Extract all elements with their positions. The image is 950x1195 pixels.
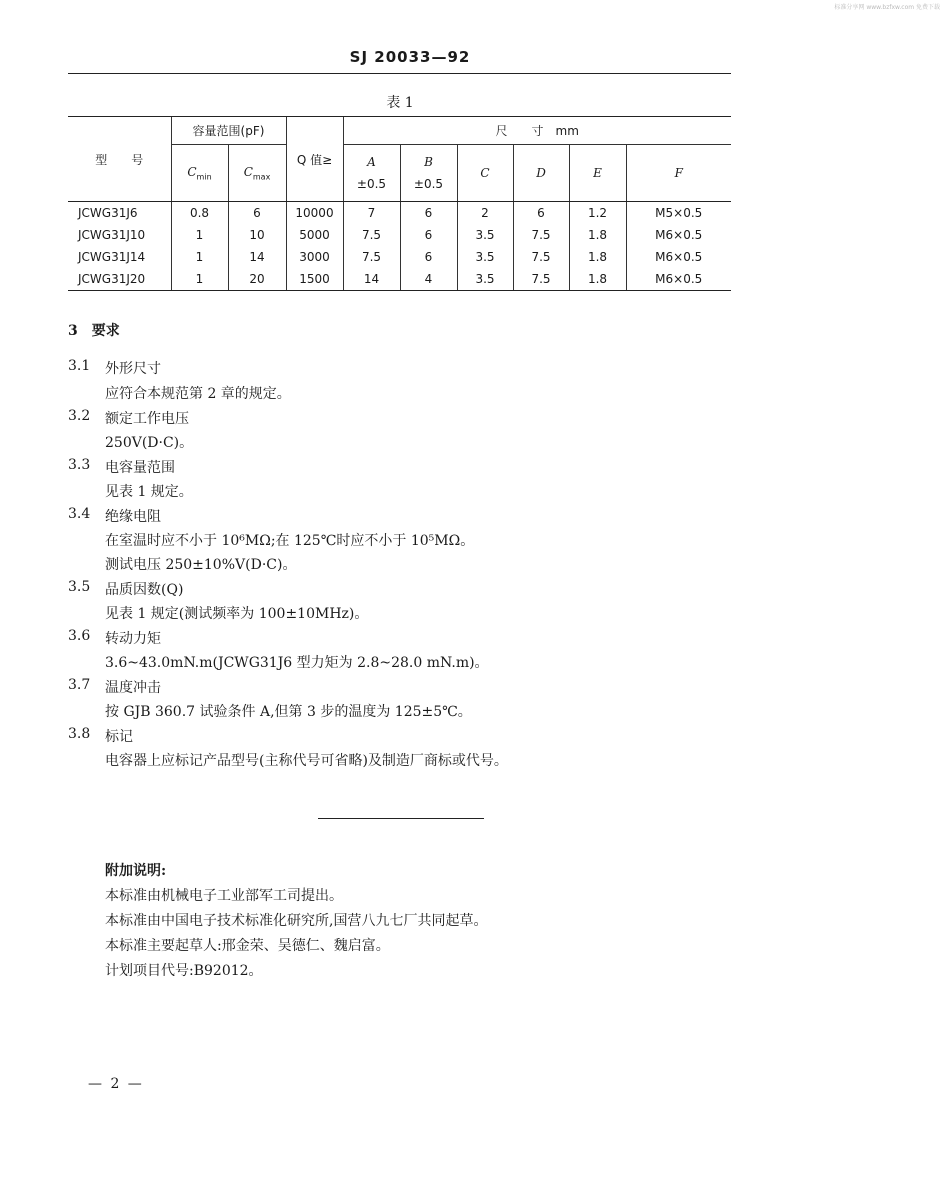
clause-body: 见表 1 规定。 bbox=[105, 484, 193, 500]
dim-f-cell: M6×0.5 bbox=[626, 246, 731, 268]
dim-a-cell: 14 bbox=[343, 268, 400, 291]
dim-e-header: E bbox=[569, 145, 626, 202]
dim-b-cell: 4 bbox=[400, 268, 457, 291]
cmin-header: $C_{min}$ bbox=[171, 145, 228, 202]
clause-body: 应符合本规范第 2 章的规定。 bbox=[105, 386, 291, 402]
cmin-cell: 0.8 bbox=[171, 202, 228, 225]
cmax-cell: 14 bbox=[228, 246, 286, 268]
model-cell: JCWG31J14 bbox=[78, 250, 146, 264]
cap-range-header: 容量范围(pF) bbox=[171, 117, 286, 145]
section-title: 3 要求 bbox=[68, 323, 120, 339]
table-row bbox=[68, 202, 731, 225]
cmin-cell: 1 bbox=[171, 246, 228, 268]
dim-d-cell: 7.5 bbox=[513, 268, 569, 291]
cmax-header: $C_{max}$ bbox=[228, 145, 286, 202]
cmax-cell: 6 bbox=[228, 202, 286, 225]
q-cell: 3000 bbox=[286, 246, 343, 268]
header-rule bbox=[68, 73, 731, 74]
clause-number: 3.1 bbox=[68, 358, 91, 374]
model-cell: JCWG31J6 bbox=[78, 206, 138, 220]
page-number: — 2 — bbox=[88, 1076, 144, 1092]
dim-b-cell: 6 bbox=[400, 202, 457, 225]
clause-title: 额定工作电压 bbox=[105, 411, 189, 427]
q-cell: 1500 bbox=[286, 268, 343, 291]
notes-line: 本标准主要起草人:邢金荣、吴德仁、魏启富。 bbox=[105, 938, 390, 954]
dim-e-cell: 1.2 bbox=[569, 202, 626, 225]
dim-c-cell: 3.5 bbox=[457, 268, 513, 291]
clause-body: 按 GJB 360.7 试验条件 A,但第 3 步的温度为 125±5℃。 bbox=[105, 704, 472, 720]
dim-f-cell: M5×0.5 bbox=[626, 202, 731, 225]
clause-number: 3.6 bbox=[68, 628, 91, 644]
clause-number: 3.2 bbox=[68, 408, 91, 424]
dim-d-cell: 6 bbox=[513, 202, 569, 225]
section-divider bbox=[318, 818, 484, 819]
clause-number: 3.4 bbox=[68, 506, 91, 522]
cmax-cell: 20 bbox=[228, 268, 286, 291]
q-header: Q 值≥ bbox=[286, 117, 343, 202]
dim-c-cell: 3.5 bbox=[457, 246, 513, 268]
dim-c-cell: 2 bbox=[457, 202, 513, 225]
dim-a-cell: 7 bbox=[343, 202, 400, 225]
clause-title: 标记 bbox=[105, 729, 133, 745]
clause-title: 电容量范围 bbox=[105, 460, 175, 476]
dim-a-header: A ±0.5 bbox=[343, 145, 400, 202]
dim-f-cell: M6×0.5 bbox=[626, 224, 731, 246]
dim-b-header: B ±0.5 bbox=[400, 145, 457, 202]
model-header: 型 号 bbox=[68, 117, 171, 202]
clause-body: 在室温时应不小于 10⁶MΩ;在 125℃时应不小于 10⁵MΩ。 bbox=[105, 533, 475, 549]
dim-d-cell: 7.5 bbox=[513, 224, 569, 246]
notes-line: 本标准由中国电子技术标准化研究所,国营八九七厂共同起草。 bbox=[105, 913, 488, 929]
table-row bbox=[68, 246, 731, 268]
dim-d-cell: 7.5 bbox=[513, 246, 569, 268]
dim-e-cell: 1.8 bbox=[569, 268, 626, 291]
dim-c-cell: 3.5 bbox=[457, 224, 513, 246]
clause-title: 绝缘电阻 bbox=[105, 509, 161, 525]
clause-number: 3.5 bbox=[68, 579, 91, 595]
clause-title: 转动力矩 bbox=[105, 631, 161, 647]
clause-body: 测试电压 250±10%V(D·C)。 bbox=[105, 557, 297, 573]
spec-table bbox=[68, 116, 731, 291]
table-body bbox=[68, 202, 731, 291]
cmin-cell: 1 bbox=[171, 268, 228, 291]
cmin-cell: 1 bbox=[171, 224, 228, 246]
clause-body: 电容器上应标记产品型号(主称代号可省略)及制造厂商标或代号。 bbox=[105, 753, 508, 769]
table-row bbox=[68, 224, 731, 246]
clause-body: 见表 1 规定(测试频率为 100±10MHz)。 bbox=[105, 606, 369, 622]
clause-number: 3.8 bbox=[68, 726, 91, 742]
notes-line: 计划项目代号:B92012。 bbox=[105, 963, 263, 979]
dim-b-cell: 6 bbox=[400, 224, 457, 246]
model-cell: JCWG31J20 bbox=[68, 268, 171, 291]
clause-body: 3.6~43.0mN.m(JCWG31J6 型力矩为 2.8~28.0 mN.m)。 bbox=[105, 655, 489, 671]
table-row bbox=[68, 268, 731, 291]
clause-title: 温度冲击 bbox=[105, 680, 161, 696]
clause-title: 外形尺寸 bbox=[105, 361, 161, 377]
dim-b-cell: 6 bbox=[400, 246, 457, 268]
notes-line: 本标准由机械电子工业部军工司提出。 bbox=[105, 888, 343, 904]
clause-number: 3.3 bbox=[68, 457, 91, 473]
dim-e-cell: 1.8 bbox=[569, 246, 626, 268]
q-cell: 10000 bbox=[286, 202, 343, 225]
model-cell: JCWG31J10 bbox=[78, 228, 146, 242]
dim-f-cell: M6×0.5 bbox=[626, 268, 731, 291]
dim-d-header: D bbox=[513, 145, 569, 202]
dim-a-cell: 7.5 bbox=[343, 246, 400, 268]
document-code: SJ 20033—92 bbox=[349, 48, 471, 66]
clause-body: 250V(D·C)。 bbox=[105, 435, 194, 451]
q-cell: 5000 bbox=[286, 224, 343, 246]
cmax-cell: 10 bbox=[228, 224, 286, 246]
table-caption: 表 1 bbox=[386, 95, 414, 111]
dim-a-cell: 7.5 bbox=[343, 224, 400, 246]
dimension-header: 尺 寸 mm bbox=[343, 117, 731, 145]
dim-e-cell: 1.8 bbox=[569, 224, 626, 246]
dim-f-header: F bbox=[626, 145, 731, 202]
dim-c-header: C bbox=[457, 145, 513, 202]
clause-title: 品质因数(Q) bbox=[105, 582, 184, 598]
clause-number: 3.7 bbox=[68, 677, 91, 693]
notes-title: 附加说明: bbox=[105, 863, 167, 879]
watermark-text: 标准分享网 www.bzfxw.com 免费下载 bbox=[834, 4, 940, 11]
